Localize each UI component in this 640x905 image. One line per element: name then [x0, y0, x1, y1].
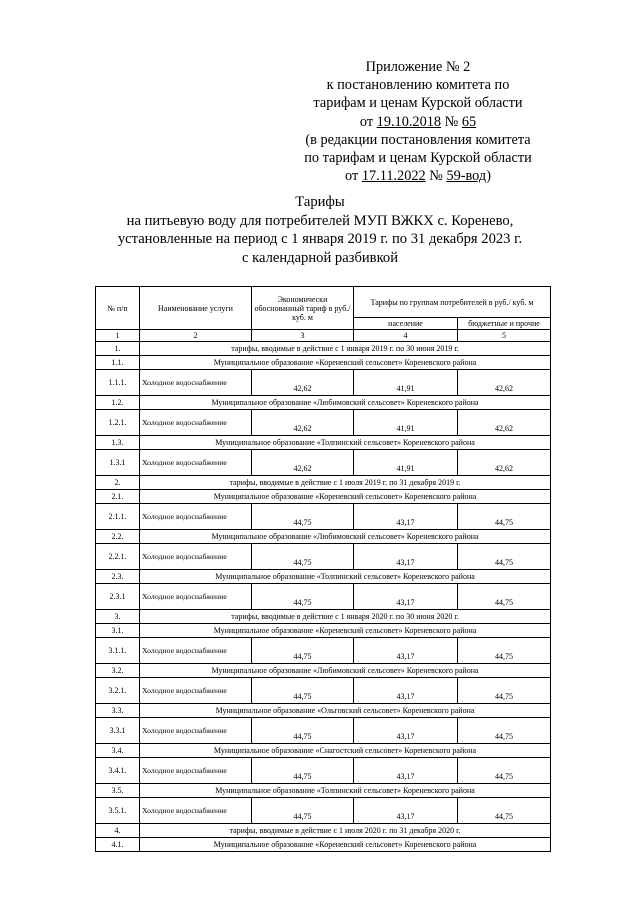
municipality-label: Муниципальное образование «Любимовский сельсовет» Кореневского района: [140, 530, 551, 544]
population-tariff-value: 41,91: [354, 370, 458, 396]
row-number: 3.1.1.: [96, 638, 140, 664]
econ-tariff-value: 44,75: [252, 758, 354, 784]
municipality-row: [96, 784, 551, 798]
econ-tariff-value: 44,75: [252, 504, 354, 530]
period-label: тарифы, вводимые в действие с 1 января 2020 г. по 30 июня 2020 г.: [140, 610, 551, 624]
period-label: тарифы, вводимые в действие с 1 июля 2019 г. по 31 декабря 2019 г.: [140, 476, 551, 490]
row-number: 2.: [96, 476, 140, 490]
population-tariff-value: 43,17: [354, 504, 458, 530]
column-number: 2: [140, 330, 252, 342]
row-number: 4.1.: [96, 838, 140, 852]
period-row: [96, 476, 551, 490]
header-population: население: [354, 318, 458, 330]
budget-tariff-value: 44,75: [458, 638, 551, 664]
period-label: тарифы, вводимые в действие с 1 января 2019 г. по 30 июня 2019 г.: [140, 342, 551, 356]
econ-tariff-value: 44,75: [252, 718, 354, 744]
appendix-number: Приложение № 2: [365, 59, 471, 75]
text-fragment: от: [345, 168, 362, 185]
service-name: Холодное водоснабжение: [140, 370, 252, 396]
header-service: Наименование услуги: [140, 287, 252, 330]
municipality-label: Муниципальное образование «Любимовский сельсовет» Кореневского района: [140, 664, 551, 678]
service-name: Холодное водоснабжение: [140, 544, 252, 570]
service-name: Холодное водоснабжение: [140, 504, 252, 530]
econ-tariff-value: 42,62: [252, 370, 354, 396]
budget-tariff-value: 44,75: [458, 544, 551, 570]
service-name: Холодное водоснабжение: [140, 718, 252, 744]
service-name: Холодное водоснабжение: [140, 678, 252, 704]
row-number: 1.2.: [96, 396, 140, 410]
document-title: [0, 193, 640, 267]
municipality-row: [96, 396, 551, 410]
tariff-row: [96, 584, 551, 610]
econ-tariff-value: 44,75: [252, 544, 354, 570]
econ-tariff-value: 42,62: [252, 450, 354, 476]
row-number: 2.3.: [96, 570, 140, 584]
municipality-row: [96, 490, 551, 504]
title-line: установленные на период с 1 января 2019 г. по 31 декабря 2023 г.: [117, 231, 523, 247]
row-number: 4.: [96, 824, 140, 838]
municipality-row: [96, 624, 551, 638]
header-budget: бюджетные и прочие: [458, 318, 551, 330]
appendix-header: [288, 58, 548, 185]
service-name: Холодное водоснабжение: [140, 410, 252, 436]
appendix-ref-line: тарифам и ценам Курской области: [313, 95, 523, 112]
econ-tariff-value: 44,75: [252, 678, 354, 704]
budget-tariff-value: 42,62: [458, 370, 551, 396]
column-number: 5: [458, 330, 551, 342]
row-number: 3.4.1.: [96, 758, 140, 784]
amendment-number: 59-вод: [446, 168, 487, 185]
service-name: Холодное водоснабжение: [140, 584, 252, 610]
amendment-line: по тарифам и ценам Курской области: [304, 150, 532, 167]
text-fragment: ): [486, 168, 491, 185]
period-label: тарифы, вводимые в действие с 1 июля 2020 г. по 31 декабря 2020 г.: [140, 824, 551, 838]
municipality-row: [96, 570, 551, 584]
row-number: 1.1.1.: [96, 370, 140, 396]
municipality-row: [96, 530, 551, 544]
econ-tariff-value: 42,62: [252, 410, 354, 436]
row-number: 1.3.1: [96, 450, 140, 476]
service-name: Холодное водоснабжение: [140, 758, 252, 784]
tariff-row: [96, 410, 551, 436]
amendment-line: (в редакции постановления комитета: [305, 131, 531, 148]
service-name: Холодное водоснабжение: [140, 450, 252, 476]
header-consumer-groups: Тарифы по группам потребителей в руб./ куб. м: [354, 287, 551, 318]
tariff-row: [96, 798, 551, 824]
row-number: 3.3.1: [96, 718, 140, 744]
decree-date: 19.10.2018: [376, 113, 442, 130]
header-num: № п/п: [96, 287, 140, 330]
municipality-label: Муниципальное образование «Кореневский сельсовет» Кореневского района: [140, 624, 551, 638]
row-number: 2.1.1.: [96, 504, 140, 530]
column-number: 4: [354, 330, 458, 342]
title-line: Тарифы: [295, 194, 345, 210]
tariff-row: [96, 758, 551, 784]
municipality-label: Муниципальное образование «Кореневский сельсовет» Кореневского района: [140, 490, 551, 504]
amendment-date-line: [288, 167, 548, 185]
row-number: 3.: [96, 610, 140, 624]
row-number: 1.: [96, 342, 140, 356]
row-number: 1.2.1.: [96, 410, 140, 436]
municipality-row: [96, 664, 551, 678]
row-number: 3.2.1.: [96, 678, 140, 704]
amendment-date: 17.11.2022: [361, 168, 426, 185]
municipality-label: Муниципальное образование «Любимовский сельсовет» Кореневского района: [140, 396, 551, 410]
tariff-row: [96, 504, 551, 530]
title-line: с календарной разбивкой: [241, 249, 399, 266]
population-tariff-value: 41,91: [354, 410, 458, 436]
municipality-label: Муниципальное образование «Снагостский сельсовет» Кореневского района: [140, 744, 551, 758]
budget-tariff-value: 44,75: [458, 798, 551, 824]
municipality-label: Муниципальное образование «Толпинский сельсовет» Кореневского района: [140, 784, 551, 798]
municipality-row: [96, 704, 551, 718]
municipality-label: Муниципальное образование «Толпинский сельсовет» Кореневского района: [140, 570, 551, 584]
municipality-row: [96, 356, 551, 370]
row-number: 3.1.: [96, 624, 140, 638]
row-number: 3.5.: [96, 784, 140, 798]
row-number: 2.3.1: [96, 584, 140, 610]
period-row: [96, 610, 551, 624]
econ-tariff-value: 44,75: [252, 584, 354, 610]
budget-tariff-value: 44,75: [458, 584, 551, 610]
tariff-table: [95, 286, 551, 852]
municipality-label: Муниципальное образование «Кореневский сельсовет» Кореневского района: [140, 356, 551, 370]
header-econ-tariff: Экономически обоснованный тариф в руб./ куб. м: [252, 287, 354, 330]
title-line: на питьевую воду для потребителей МУП ВЖКХ с. Коренево,: [126, 212, 514, 229]
tariff-row: [96, 638, 551, 664]
budget-tariff-value: 44,75: [458, 504, 551, 530]
row-number: 3.3.: [96, 704, 140, 718]
text-fragment: №: [425, 168, 447, 185]
text-fragment: №: [441, 113, 462, 130]
service-name: Холодное водоснабжение: [140, 638, 252, 664]
population-tariff-value: 43,17: [354, 678, 458, 704]
decree-number: 65: [461, 113, 477, 130]
budget-tariff-value: 42,62: [458, 410, 551, 436]
population-tariff-value: 43,17: [354, 758, 458, 784]
row-number: 2.2.: [96, 530, 140, 544]
row-number: 3.4.: [96, 744, 140, 758]
population-tariff-value: 43,17: [354, 584, 458, 610]
population-tariff-value: 43,17: [354, 544, 458, 570]
appendix-ref-date-line: [288, 113, 548, 131]
tariff-row: [96, 370, 551, 396]
econ-tariff-value: 44,75: [252, 798, 354, 824]
column-number: 1: [96, 330, 140, 342]
municipality-label: Муниципальное образование «Ольговский сельсовет» Кореневского района: [140, 704, 551, 718]
population-tariff-value: 43,17: [354, 718, 458, 744]
budget-tariff-value: 44,75: [458, 678, 551, 704]
row-number: 2.2.1.: [96, 544, 140, 570]
row-number: 2.1.: [96, 490, 140, 504]
row-number: 1.3.: [96, 436, 140, 450]
column-number: 3: [252, 330, 354, 342]
population-tariff-value: 41,91: [354, 450, 458, 476]
text-fragment: от: [359, 113, 377, 130]
tariff-row: [96, 544, 551, 570]
municipality-row: [96, 436, 551, 450]
service-name: Холодное водоснабжение: [140, 798, 252, 824]
row-number: 3.2.: [96, 664, 140, 678]
budget-tariff-value: 44,75: [458, 758, 551, 784]
population-tariff-value: 43,17: [354, 798, 458, 824]
budget-tariff-value: 44,75: [458, 718, 551, 744]
municipality-label: Муниципальное образование «Кореневский сельсовет» Кореневского района: [140, 838, 551, 852]
tariff-row: [96, 450, 551, 476]
tariff-row: [96, 678, 551, 704]
municipality-row: [96, 838, 551, 852]
tariff-row: [96, 718, 551, 744]
econ-tariff-value: 44,75: [252, 638, 354, 664]
municipality-label: Муниципальное образование «Толпинский сельсовет» Кореневского района: [140, 436, 551, 450]
row-number: 1.1.: [96, 356, 140, 370]
budget-tariff-value: 42,62: [458, 450, 551, 476]
period-row: [96, 342, 551, 356]
row-number: 3.5.1.: [96, 798, 140, 824]
period-row: [96, 824, 551, 838]
population-tariff-value: 43,17: [354, 638, 458, 664]
municipality-row: [96, 744, 551, 758]
appendix-ref-line: к постановлению комитета по: [326, 77, 510, 94]
